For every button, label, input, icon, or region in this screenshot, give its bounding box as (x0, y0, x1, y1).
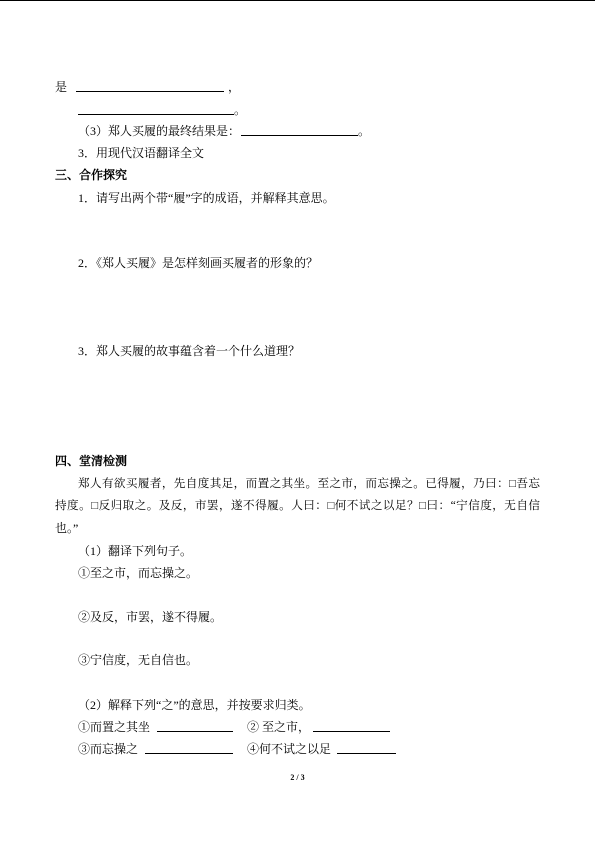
page-top-rule (0, 0, 595, 1)
answer-line-comma: ， (228, 80, 241, 94)
passage-line: 也。” (55, 521, 79, 535)
zhi-item-1: ①而置之其坐 (78, 720, 151, 734)
question-2: 2．《郑人买履》是怎样刻画买履者的形象的？ (78, 256, 319, 270)
answer-blank (157, 719, 233, 732)
zhi-item-2: ② 至之市， (247, 720, 311, 734)
answer-blank (241, 123, 358, 136)
answer-line-period: 。 (358, 124, 371, 138)
page-number: 2 / 3 (290, 773, 305, 782)
answer-line-period: 。 (234, 103, 247, 117)
passage-line: 郑人有欲买履者，先自度其足，而置之其坐。至之市，而忘操之。已得履，乃曰：□吾忘 (78, 477, 540, 490)
question-3: 3．郑人买履的故事蕴含着一个什么道理？ (78, 344, 301, 358)
answer-line-lead: 是 (55, 80, 68, 94)
task-translate: 3．用现代汉语翻译全文 (78, 146, 205, 160)
section-heading-3: 三、合作探究 (55, 168, 128, 182)
translate-sentence-3: ③宁信度，无自信也。 (78, 653, 199, 667)
answer-blank (78, 102, 234, 115)
translate-sentence-2: ②及反，市罢，遂不得履。 (78, 610, 223, 624)
subquestion-1-prompt: （1）翻译下列句子。 (78, 544, 193, 558)
question-item-3: （3）郑人买履的最终结果是： (78, 124, 241, 138)
answer-blank (337, 741, 396, 754)
translate-sentence-1: ①至之市，而忘操之。 (78, 566, 199, 580)
answer-blank (76, 79, 224, 92)
section-heading-4: 四、堂清检测 (55, 454, 128, 468)
question-1: 1．请写出两个带“履”字的成语，并解释其意思。 (78, 191, 335, 205)
answer-blank (145, 741, 233, 754)
zhi-item-3: ③而忘操之 (78, 742, 139, 756)
answer-blank (313, 719, 390, 732)
zhi-item-4: ④何不试之以足 (247, 742, 332, 756)
subquestion-2-prompt: （2）解释下列“之”的意思，并按要求归类。 (78, 698, 311, 712)
passage-line: 持度。□反归取之。及反，市罢，遂不得履。人曰：□何不试之以足？□曰：“宁信度，无自信 (55, 499, 540, 512)
